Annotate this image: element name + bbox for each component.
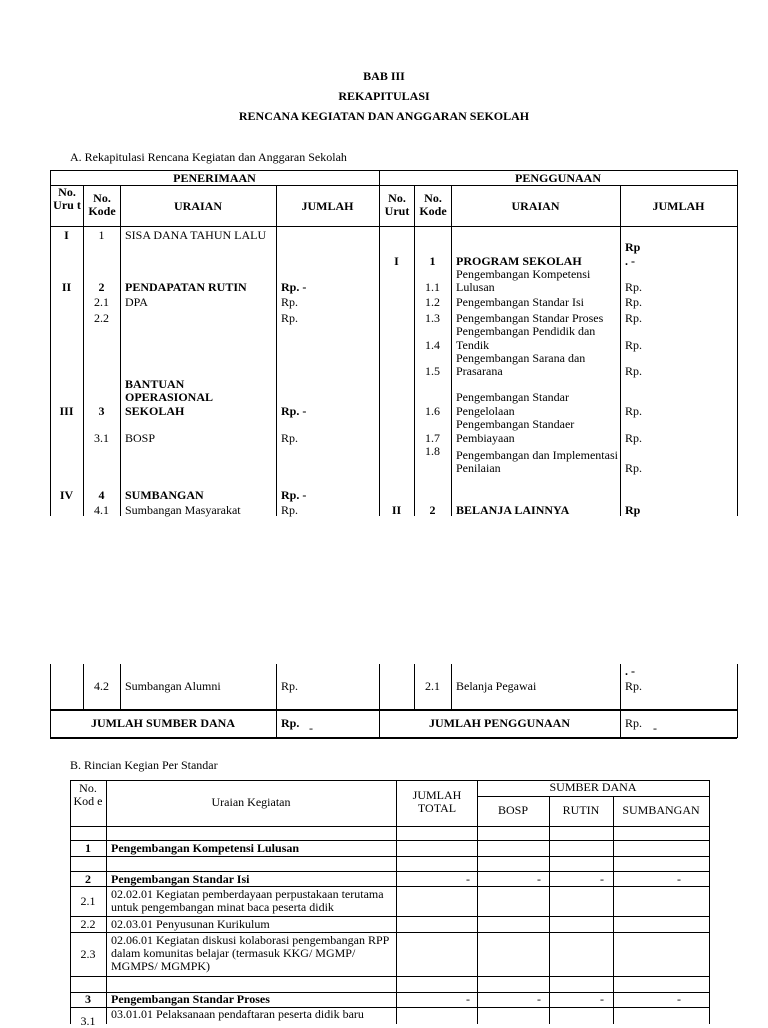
row-jumlah: Rp bbox=[625, 503, 641, 517]
col-b-sumber-dana: SUMBER DANA bbox=[549, 780, 637, 794]
row-no-urut: III bbox=[59, 404, 74, 418]
row-uraian: Pengembangan Standar Isi bbox=[456, 295, 584, 309]
row-kode: 2.1 bbox=[425, 679, 440, 693]
row-kode: 2.1 bbox=[94, 295, 109, 309]
col-b-jumlah-total: JUMLAH TOTAL bbox=[412, 788, 462, 815]
col-no-kode-right: No. Kode bbox=[419, 191, 447, 218]
row-kode: 3.1 bbox=[94, 431, 109, 445]
row-uraian: BANTUAN bbox=[125, 377, 185, 391]
row-kode: 1.5 bbox=[425, 364, 440, 378]
row-uraian: Prasarana bbox=[456, 364, 503, 378]
row-kode: 1.2 bbox=[425, 295, 440, 309]
table-row-uraian: 02.02.01 Kegiatan pemberdayaan perpustakaan terutama untuk pengembangan minat baca peserta didik bbox=[111, 887, 384, 914]
row-uraian: Pengembangan Standar Proses bbox=[456, 311, 604, 325]
row-jumlah: Rp. bbox=[625, 311, 643, 325]
row-uraian: SISA DANA TAHUN LALU bbox=[125, 228, 267, 242]
row-kode: 2 bbox=[98, 280, 105, 294]
row-uraian: Belanja Pegawai bbox=[456, 679, 537, 693]
row-kode: 1.7 bbox=[425, 431, 440, 445]
row-kode: 4 bbox=[98, 488, 105, 502]
table-row-kode: 2 bbox=[85, 872, 91, 886]
row-kode: 1 bbox=[98, 228, 105, 242]
table-row-bosp: - bbox=[537, 992, 541, 1006]
total-sumber-label: JUMLAH SUMBER DANA bbox=[91, 716, 235, 730]
row-kode: 1.4 bbox=[425, 338, 440, 352]
row-uraian: Pembiayaan bbox=[456, 431, 515, 445]
row-jumlah: . - bbox=[625, 254, 635, 268]
row-jumlah: . - bbox=[625, 664, 635, 678]
col-b-uraian: Uraian Kegiatan bbox=[211, 795, 291, 809]
col-b-rutin: RUTIN bbox=[562, 803, 600, 817]
total-penggunaan-dash: - bbox=[653, 721, 657, 735]
row-uraian: Penilaian bbox=[456, 461, 501, 475]
table-row-kode: 3.1 bbox=[80, 1014, 96, 1028]
row-uraian: SEKOLAH bbox=[125, 404, 185, 418]
row-jumlah: Rp. - bbox=[281, 404, 307, 418]
row-jumlah: Rp. bbox=[625, 431, 643, 445]
row-jumlah: Rp. bbox=[625, 679, 643, 693]
row-jumlah: Rp. - bbox=[281, 488, 307, 502]
row-uraian: Pengembangan Standaer bbox=[456, 417, 575, 431]
row-uraian: Pengembangan Sarana dan bbox=[456, 351, 586, 365]
table-row-uraian: Pengembangan Standar Proses bbox=[111, 992, 270, 1006]
row-jumlah: Rp. bbox=[625, 461, 643, 475]
row-kode: 4.2 bbox=[94, 679, 109, 693]
row-jumlah: Rp. bbox=[281, 431, 299, 445]
row-uraian: Pengembangan Pendidik dan bbox=[456, 324, 596, 338]
total-penggunaan-label: JUMLAH PENGGUNAAN bbox=[429, 716, 570, 730]
table-row-sumbangan: - bbox=[677, 872, 681, 886]
col-b-no-kode: No. Kod e bbox=[73, 781, 103, 808]
table-row-bosp: - bbox=[537, 872, 541, 886]
row-jumlah: Rp. bbox=[281, 295, 299, 309]
row-jumlah: Rp. bbox=[625, 280, 643, 294]
row-uraian: Tendik bbox=[456, 338, 490, 352]
row-jumlah: Rp. bbox=[281, 503, 299, 517]
table-row-jumlah: - bbox=[466, 872, 470, 886]
row-uraian: OPERASIONAL bbox=[125, 390, 214, 404]
col-b-sumbangan: SUMBANGAN bbox=[622, 803, 700, 817]
table-row-kode: 3 bbox=[85, 992, 91, 1006]
row-uraian: DPA bbox=[125, 295, 148, 309]
row-uraian: Sumbangan Masyarakat bbox=[125, 503, 241, 517]
total-sumber-value: Rp. bbox=[281, 716, 300, 730]
doc-subtitle: RENCANA KEGIATAN DAN ANGGARAN SEKOLAH bbox=[238, 109, 530, 123]
col-no-kode: No. Kode bbox=[88, 191, 116, 218]
row-kode: 1.6 bbox=[425, 404, 440, 418]
row-jumlah: Rp bbox=[625, 240, 641, 254]
row-kode: 2.2 bbox=[94, 311, 109, 325]
row-kode: 1.8 bbox=[425, 444, 440, 458]
penerimaan-header: PENERIMAAN bbox=[173, 171, 256, 185]
row-jumlah: Rp. bbox=[625, 338, 643, 352]
row-no-urut: IV bbox=[59, 488, 74, 502]
row-kode: 1.1 bbox=[425, 280, 440, 294]
col-b-bosp: BOSP bbox=[497, 803, 529, 817]
total-penggunaan-value: Rp. bbox=[625, 716, 643, 730]
row-jumlah: Rp. bbox=[281, 311, 299, 325]
row-uraian: Pengembangan Standar bbox=[456, 390, 569, 404]
row-uraian: Lulusan bbox=[456, 280, 495, 294]
row-uraian: Pengelolaan bbox=[456, 404, 515, 418]
row-uraian: Pengembangan dan Implementasi bbox=[456, 448, 618, 462]
penggunaan-header: PENGGUNAAN bbox=[515, 171, 601, 185]
row-no-urut: I bbox=[64, 228, 69, 242]
col-no-urut-right: No. Urut bbox=[384, 191, 410, 218]
row-kode: 2 bbox=[429, 503, 436, 517]
row-jumlah: Rp. - bbox=[281, 280, 307, 294]
table-row-rutin: - bbox=[600, 992, 604, 1006]
col-uraian-right: URAIAN bbox=[511, 199, 560, 213]
row-jumlah: Rp. bbox=[625, 295, 643, 309]
table-row-rutin: - bbox=[600, 872, 604, 886]
table-row-kode: 2.3 bbox=[80, 947, 96, 961]
col-jumlah-right: JUMLAH bbox=[652, 199, 705, 213]
row-uraian: Pengembangan Kompetensi bbox=[456, 267, 591, 281]
table-row-kode: 2.1 bbox=[80, 894, 96, 908]
row-kode: 4.1 bbox=[94, 503, 109, 517]
row-uraian: BOSP bbox=[125, 431, 156, 445]
row-kode: 3 bbox=[98, 404, 105, 418]
table-row-uraian: 02.03.01 Penyusunan Kurikulum bbox=[111, 917, 270, 931]
col-uraian: URAIAN bbox=[174, 199, 222, 213]
row-no-urut: II bbox=[391, 503, 402, 517]
row-jumlah: Rp. bbox=[281, 679, 299, 693]
col-jumlah: JUMLAH bbox=[301, 199, 354, 213]
row-uraian: BELANJA LAINNYA bbox=[456, 503, 570, 517]
total-sumber-dash: - bbox=[309, 721, 313, 735]
row-uraian: PENDAPATAN RUTIN bbox=[125, 280, 247, 294]
row-kode: 1.3 bbox=[425, 311, 440, 325]
table-row-kode: 2.2 bbox=[80, 917, 96, 931]
table-row-uraian: 02.06.01 Kegiatan diskusi kolaborasi pengembangan RPP dalam komunitas belajar (termasuk KKG/ MGMP/ MGMPS/ MGMPK) bbox=[111, 933, 389, 973]
row-jumlah: Rp. bbox=[625, 364, 643, 378]
row-jumlah: Rp. bbox=[625, 404, 643, 418]
table-row-uraian: 03.01.01 Pelaksanaan pendaftaran peserta didik baru bbox=[111, 1007, 364, 1021]
row-uraian: SUMBANGAN bbox=[125, 488, 204, 502]
table-row-sumbangan: - bbox=[677, 992, 681, 1006]
row-uraian: Sumbangan Alumni bbox=[125, 679, 221, 693]
row-no-urut: II bbox=[61, 280, 72, 294]
section-a-title: A. Rekapitulasi Rencana Kegiatan dan Anggaran Sekolah bbox=[70, 150, 347, 164]
table-row-uraian: Pengembangan Kompetensi Lulusan bbox=[111, 841, 300, 855]
col-no-urut: No. Uru t bbox=[53, 185, 81, 212]
table-row-kode: 1 bbox=[85, 841, 91, 855]
row-uraian: PROGRAM SEKOLAH bbox=[456, 254, 582, 268]
doc-title: REKAPITULASI bbox=[338, 89, 430, 103]
row-kode: 1 bbox=[429, 254, 436, 268]
doc-chapter: BAB III bbox=[363, 69, 405, 83]
row-no-urut: I bbox=[394, 254, 399, 268]
table-row-uraian: Pengembangan Standar Isi bbox=[111, 872, 250, 886]
table-row-jumlah: - bbox=[466, 992, 470, 1006]
section-b-title: B. Rincian Kegian Per Standar bbox=[70, 758, 218, 772]
